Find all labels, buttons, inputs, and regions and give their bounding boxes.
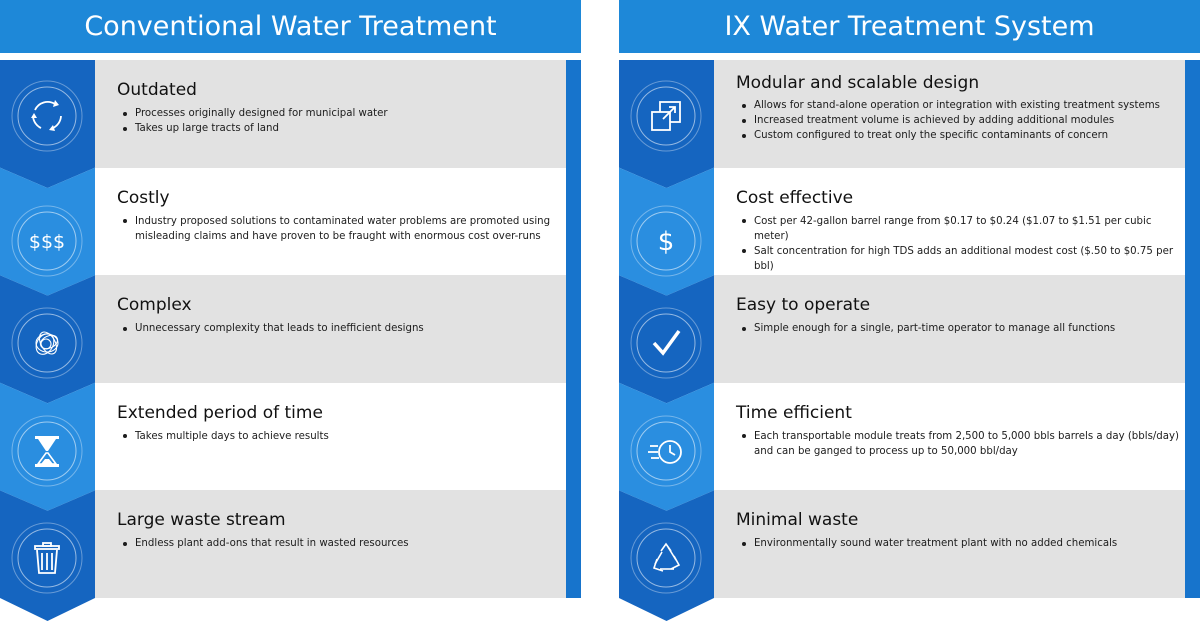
feature-list xyxy=(619,60,1200,598)
checkmark-icon xyxy=(630,307,702,379)
recycle-icon xyxy=(630,522,702,594)
dollar-sign-icon xyxy=(630,205,702,277)
feature-bullet: Takes multiple days to achieve results xyxy=(117,429,561,444)
feature-title: Easy to operate xyxy=(736,295,871,316)
ix-panel xyxy=(619,0,1200,621)
feature-title: Large waste stream xyxy=(117,510,286,531)
feature-title: Minimal waste xyxy=(736,510,859,531)
cycle-arrows-icon xyxy=(11,80,83,152)
feature-title: Extended period of time xyxy=(117,402,323,423)
feature-bullet: Increased treatment volume is achieved by adding additional modules xyxy=(736,113,1180,128)
feature-bullet: Unnecessary complexity that leads to inefficient designs xyxy=(117,321,561,336)
feature-title: Time efficient xyxy=(736,402,852,423)
hourglass-icon xyxy=(11,415,83,487)
icon-text: $ xyxy=(657,227,675,257)
feature-bullet: Environmentally sound water treatment plant with no added chemicals xyxy=(736,536,1180,551)
conventional-panel xyxy=(0,0,581,621)
feature-row xyxy=(95,168,581,276)
feature-row xyxy=(95,60,581,168)
scalable-squares-icon xyxy=(630,80,702,152)
accent-bar xyxy=(1185,60,1200,598)
panel-header: IX Water Treatment System xyxy=(619,0,1200,53)
feature-row xyxy=(95,383,581,491)
feature-bullet: Endless plant add-ons that result in wasted resources xyxy=(117,536,561,551)
feature-title: Outdated xyxy=(117,80,197,100)
feature-title: Complex xyxy=(117,295,192,316)
fast-clock-icon xyxy=(630,415,702,487)
feature-bullet: Simple enough for a single, part-time operator to manage all functions xyxy=(736,321,1180,336)
icon-text: $$$ xyxy=(28,231,66,253)
feature-bullet: Salt concentration for high TDS adds an additional modest cost ($.50 to $0.75 per bbl) xyxy=(736,244,1180,274)
feature-bullet: Processes originally designed for municipal water xyxy=(117,106,561,121)
panel-header: Conventional Water Treatment xyxy=(0,0,581,53)
dollar-signs-icon xyxy=(11,205,83,277)
feature-row xyxy=(95,490,581,598)
feature-bullet: Cost per 42-gallon barrel range from $0.17 to $0.24 ($1.07 to $1.51 per cubic meter) xyxy=(736,214,1180,244)
feature-row xyxy=(714,490,1200,598)
feature-bullet: Takes up large tracts of land xyxy=(117,121,561,136)
feature-title: Modular and scalable design xyxy=(736,73,980,93)
feature-row xyxy=(714,168,1200,276)
trash-can-icon xyxy=(11,522,83,594)
feature-bullet: Custom configured to treat only the specific contaminants of concern xyxy=(736,128,1180,143)
feature-bullet: Allows for stand-alone operation or integration with existing treatment systems xyxy=(736,98,1180,113)
feature-row xyxy=(714,60,1200,168)
feature-bullet: Each transportable module treats from 2,500 to 5,000 bbls barrels a day (bbls/day) and can be ganged to process up to 50,000 bbl/day xyxy=(736,429,1180,459)
tangled-scribble-icon xyxy=(11,307,83,379)
feature-list xyxy=(0,60,581,598)
feature-row xyxy=(714,383,1200,491)
accent-bar xyxy=(566,60,581,598)
feature-title: Cost effective xyxy=(736,187,854,208)
feature-row xyxy=(714,275,1200,383)
feature-bullet: Industry proposed solutions to contaminated water problems are promoted using misleading claims and have proven to be fraught with enormous cost over-runs xyxy=(117,214,561,244)
feature-row xyxy=(95,275,581,383)
feature-title: Costly xyxy=(117,187,170,208)
